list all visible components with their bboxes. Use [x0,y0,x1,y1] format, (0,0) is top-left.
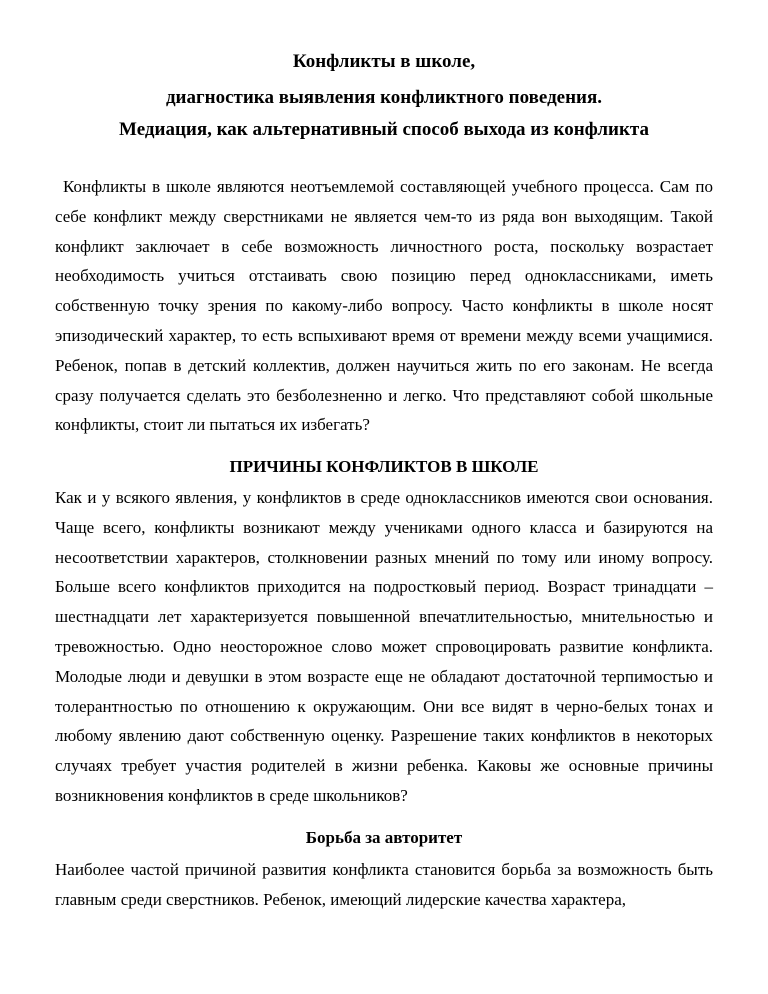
document-title-line-2: диагностика выявления конфликтного поведения. [165,87,603,108]
authority-paragraph: Наиболее частой причиной развития конфликта становится борьба за возможность быть главным среди сверстников. Ребенок, имеющий лидерские качества характера, [55,860,713,909]
document-title-line-3: Медиация, как альтернативный способ выхода из конфликта [119,119,649,140]
intro-paragraph: Конфликты в школе являются неотъемлемой составляющей учебного процесса. Сам по себе конфликт между сверстниками не является чем-то из ряда вон выходящим. Такой конфликт заключает в себе возможность личностного роста, поскольку возрастает необходимость учиться отстаивать свою позицию перед одноклассниками, иметь собственную точку зрения по какому-либо вопросу. Часто конфликты в школе носят эпизодический характер, то есть вспыхивают время от времени между всеми учащимися. Ребенок, попав в детский коллектив, должен научиться жить по его законам. Не всегда сразу получается сделать это безболезненно и легко. Что представляют собой школьные конфликты, стоит ли пытаться их избегать? [55,177,713,435]
document-title-line-1: Конфликты в школе, [292,51,476,72]
causes-paragraph: Как и у всякого явления, у конфликтов в среде одноклассников имеются свои основания. Чаще всего, конфликты возникают между учениками одного класса и базируются на несоответствии характеров, столкновении разных мнений по тому или иному вопросу. Больше всего конфликтов приходится на подростковый период. Возраст тринадцати – шестнадцати лет характеризуется повышенной впечатлительностью, мнительностью и тревожностью. Одно неосторожное слово может спровоцировать развитие конфликта. Молодые люди и девушки в этом возрасте еще не обладают достаточной терпимостью и толерантностью по отношению к окружающим. Они все видят в черно-белых тонах и любому явлению дают собственную оценку. Разрешение таких конфликтов в некоторых случаях требует участия родителей в жизни ребенка. Каковы же основные причины возникновения конфликтов в среде школьников? [55,488,713,805]
section-heading-causes: ПРИЧИНЫ КОНФЛИКТОВ В ШКОЛЕ [229,457,539,476]
subheading-authority: Борьба за авторитет [305,828,463,847]
